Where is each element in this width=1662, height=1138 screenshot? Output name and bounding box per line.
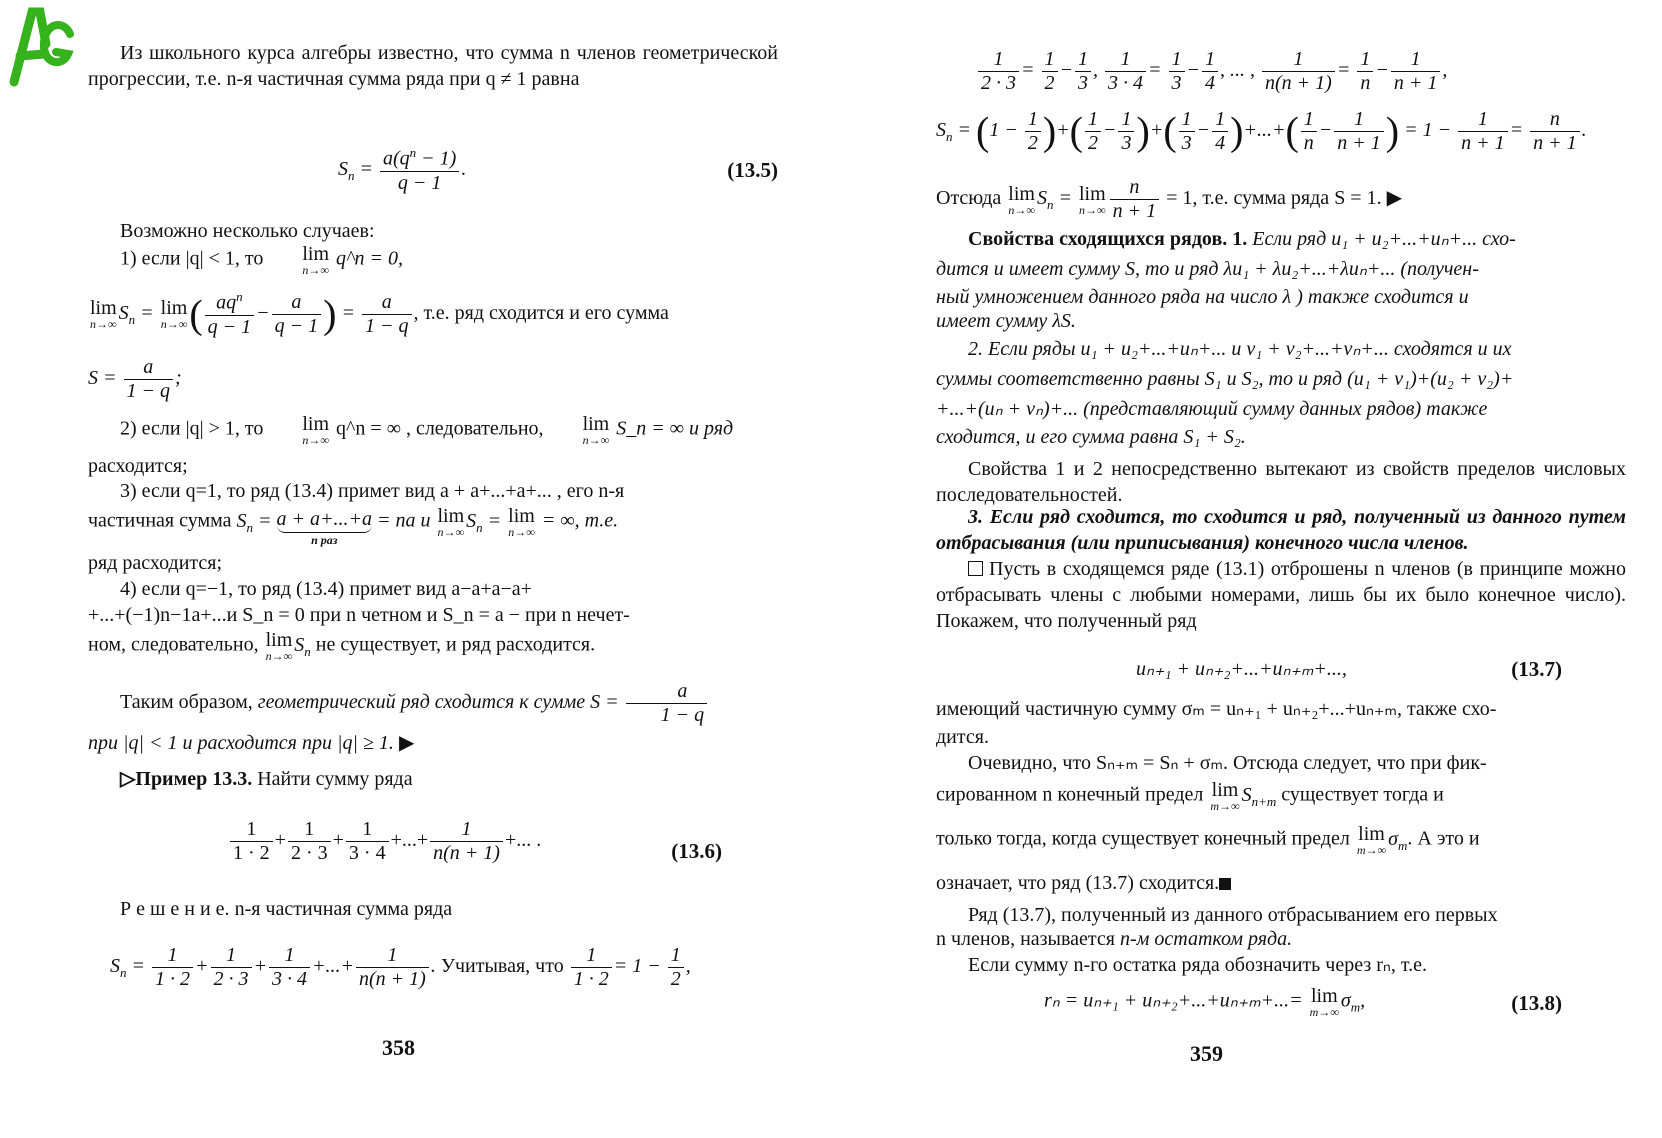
equation-13-5: $S_n$ = $\frac{a(q^n - 1)}{q - 1}$ .	[338, 145, 467, 194]
case3-tail: = ∞, т.е.	[541, 509, 619, 532]
example-text: Найти сумму ряда	[257, 768, 413, 790]
case3-partial-label: частичная сумма	[88, 509, 232, 532]
solution-tail: Учитывая, что	[440, 955, 564, 978]
dots: ... ,	[1230, 59, 1255, 82]
case1-conclusion: т.е. ряд сходится и его сумма	[423, 301, 669, 324]
case3-end: ряд расходится;	[88, 552, 223, 574]
solution-label: Р е ш е н и е.	[120, 898, 230, 920]
lim-sub: n→∞	[302, 263, 329, 277]
property-1-line4: имеет сумму λS.	[936, 310, 1076, 332]
eq-number-13-6: (13.6)	[671, 839, 722, 863]
obv3-tail: . А это и	[1407, 827, 1480, 850]
case1-limit-equation: lim n→∞ $S_n$ = lim n→∞ ( $aq^n$ q − 1 − $\frac{a}{q - 1}$ ) = $\frac{a}{1 - q}$ , т.е. ряд сходится и его сумма	[90, 289, 669, 338]
page-number-358: 358	[382, 1035, 415, 1060]
obvious-line2: сированном n конечный предел lim m→∞ $S_{n+m}$ существует тогда и	[936, 779, 1444, 813]
case2-mid: q^n = ∞ , следовательно,	[336, 417, 544, 440]
remainder-line2	[936, 926, 1626, 952]
eq138-lhs: rₙ = uₙ₊₁ + uₙ₊₂+...+uₙ₊ₘ+...=	[1044, 989, 1303, 1012]
case4-prefix: ном, следовательно,	[88, 633, 259, 656]
case-4-line1: 4) если q=−1, то ряд (13.4) примет вид a−a+a−a+	[120, 578, 532, 600]
proof-start-square-icon	[968, 561, 983, 576]
property-2-line2: суммы соответственно равны S₁ и S₂, то и ряд (u₁ + v₁)+(u₂ + v₂)+	[936, 368, 1514, 390]
property-1-line1	[936, 226, 1626, 252]
right-page	[936, 0, 1626, 1138]
case4-tail: не существует, и ряд расходится.	[315, 633, 596, 656]
case-4-line2: +...+(−1)n−1a+...и S_n = 0 при n четном и S_n = a − при n нечет-	[88, 604, 630, 626]
example-header	[88, 766, 778, 792]
limit-result: Отсюда lim n→∞ $S_n$ = lim n→∞ $\frac{n}{n + 1}$ = 1, т.е. сумма ряда S = 1. ▶	[936, 176, 1402, 222]
from-here: Отсюда	[936, 187, 1002, 210]
property-3: 3. Если ряд сходится, то сходится и ряд, полученный из данного путем отбрасывания (или приписывания) конечного числа членов.	[936, 506, 1626, 554]
partial-sum-line1: имеющий частичную сумму σₘ = uₙ₊₁ + uₙ₊₂+...+uₙ₊ₘ, также схо-	[936, 698, 1497, 720]
obv2-prefix: сированном n конечный предел	[936, 783, 1204, 806]
sn-result: = 1 −	[1404, 119, 1452, 142]
case-2: 2) если |q| > 1, то lim n→∞ q^n = ∞ , следовательно, lim n→∞ S_n = ∞ и ряд	[120, 413, 734, 447]
property-2-line3: +...+(uₙ + vₙ)+... (представляющий сумму данных рядов) также	[936, 398, 1488, 420]
logo	[6, 4, 76, 90]
conclusion-statement: геометрический ряд сходится к сумме	[257, 691, 586, 714]
page-number-359: 359	[1190, 1041, 1223, 1066]
conclusion-line1: Таким образом, геометрический ряд сходится к сумме S = $\frac{a}{1 - q}$	[88, 680, 778, 727]
properties-12-note: Свойства 1 и 2 непосредственно вытекают из свойств пределов числовых последовательностей.	[936, 458, 1626, 506]
remainder-line1: Ряд (13.7), полученный из данного отбрасыванием его первых	[968, 904, 1498, 926]
sum-s-label: S =	[88, 367, 117, 390]
case2-prefix: 2) если |q| > 1, то	[120, 417, 264, 440]
case-4-line3: ном, следовательно, lim n→∞ $S_n$ не существует, и ряд расходится.	[88, 629, 596, 663]
solution-equation: $S_n$ = $\frac{1}{1 \cdot 2}$ + $\frac{1}{2 \cdot 3}$ + $\frac{1}{3 \cdot 4}$ +...+ $\frac{1}{n(n + 1)}$ . Учитывая, что $\frac{1}{1 \cdot 2}$ = 1 − $\frac{1}{2}$ ,	[110, 944, 691, 990]
ag-logo-icon	[6, 4, 76, 90]
obv2-tail: существует тогда и	[1281, 783, 1444, 806]
conclusion-condition: при |q| < 1 и расходится при |q| ≥ 1.	[88, 732, 394, 754]
conclusion-line2: при |q| < 1 и расходится при |q| ≥ 1. ▶	[88, 732, 415, 754]
eq-number-13-7: (13.7)	[1511, 657, 1562, 681]
obvious-line4	[936, 870, 1626, 896]
properties-title: Свойства сходящихся рядов. 1.	[968, 228, 1248, 250]
obv4-text: означает, что ряд (13.7) сходится.	[936, 872, 1220, 894]
equation-13-6: $\frac{1}{1 \cdot 2}$ + $\frac{1}{2 \cdot 3}$ + $\frac{1}{3 \cdot 4}$ +...+ $\frac{1}{n(n + 1)}$ +... .	[228, 818, 541, 865]
obvious-line3: только тогда, когда существует конечный предел lim m→∞ $\sigma_m$. А это и	[936, 823, 1480, 857]
case1-prefix: 1) если |q| < 1, то	[120, 247, 264, 270]
sn-sum-equation: $S_n = (1$ − $\frac{1}{2}$ )+( $\frac{1}{2}$ − $\frac{1}{3}$ )+( $\frac{1}{3}$ − $\frac{1}{4}$ )+...+( $\frac{1}{n}$ − $\frac{1}{n + 1}$ ) = 1 − $\frac{1}{n + 1}$ = $\frac{n}{n + 1}$ .	[936, 108, 1587, 154]
equation-13-7: uₙ₊₁ + uₙ₊₂+...+uₙ₊ₘ+...,	[1136, 658, 1347, 680]
case3-na: = na и	[377, 509, 431, 532]
property-1-line3: ный умножением данного ряда на число λ ) также сходится и	[936, 286, 1469, 308]
property-1-line2: дится и имеет сумму S, то и ряд λu₁ + λu₂+...+λuₙ+... (получен-	[936, 258, 1479, 280]
n-times-label: n раз	[311, 533, 338, 547]
conclusion-prefix: Таким образом,	[120, 691, 253, 714]
prop1-text: Если ряд u₁ + u₂+...+uₙ+... схо-	[1252, 228, 1516, 250]
proof-end-square-icon	[1219, 878, 1231, 890]
obvious-line1: Очевидно, что Sₙ₊ₘ = Sₙ + σₘ. Отсюда следует, что при фик-	[968, 752, 1487, 774]
equation-13-8: rₙ = uₙ₊₁ + uₙ₊₂+...+uₙ₊ₘ+...= lim m→∞ $\sigma_m$,	[1044, 985, 1366, 1019]
remainder-term: n-м остатком ряда.	[1119, 928, 1293, 950]
lim-label: lim	[302, 243, 330, 265]
solution-header	[88, 896, 778, 922]
case2-end: расходится;	[88, 455, 188, 477]
case-1	[88, 244, 778, 276]
case1-sum: S = $\frac{a}{1 - q}$ ;	[88, 356, 182, 402]
partial-sum-line2: дится.	[936, 726, 989, 748]
limit-tail: = 1, т.е. сумма ряда S = 1.	[1166, 187, 1382, 210]
obv3-prefix: только тогда, когда существует конечный предел	[936, 827, 1350, 850]
cases-intro: Возможно несколько случаев:	[120, 220, 375, 242]
case1-tail: q^n = 0,	[336, 247, 403, 270]
intro-paragraph: Из школьного курса алгебры известно, что сумма n членов геометрической прогрессии, т.е. n-я частичная сумма ряда при q ≠ 1 равна	[88, 42, 778, 90]
eq-number-13-5: (13.5)	[727, 158, 778, 182]
telescoping-terms: $\frac{1}{2 \cdot 3}$ = $\frac{1}{2}$ − $\frac{1}{3}$ , $\frac{1}{3 \cdot 4}$ = $\frac{1}{3}$ − $\frac{1}{4}$ , ... , $\frac{1}{n(n + 1)}$ = $\frac{1}{n}$ − $\frac{1}{n + 1}$ ,	[976, 48, 1447, 95]
solution-text: n-я частичная сумма ряда	[234, 898, 453, 920]
proof-text: Пусть в сходящемся ряде (13.1) отброшены n членов (в принципе можно отбрасывать члены с любыми номерами, лишь бы их было конечное число). Покажем, что полученный ряд	[936, 558, 1626, 632]
property-2-line1: 2. Если ряды u₁ + u₂+...+uₙ+... и v₁ + v₂+...+vₙ+... сходятся и их	[968, 338, 1512, 360]
case-3-line1: 3) если q=1, то ряд (13.4) примет вид a + a+...+a+... , его n-я	[120, 480, 625, 502]
case-3-line2: частичная сумма $S_n$ = a + a+...+a n раз = na и lim n→∞ $S_n$ = lim n→∞ = ∞, т.е.	[88, 505, 619, 547]
eq-number-13-8: (13.8)	[1511, 991, 1562, 1015]
left-page	[88, 0, 778, 1138]
example-label: ▷Пример 13.3.	[120, 768, 253, 790]
proof-paragraph	[936, 556, 1626, 634]
remainder-line3: Если сумму n-го остатка ряда обозначить через rₙ, т.е.	[968, 954, 1427, 976]
property-2-line4: сходится, и его сумма равна S₁ + S₂.	[936, 426, 1246, 448]
case2-tail: S_n = ∞ и ряд	[616, 417, 734, 440]
rem2-prefix: n членов, называется	[936, 928, 1115, 950]
